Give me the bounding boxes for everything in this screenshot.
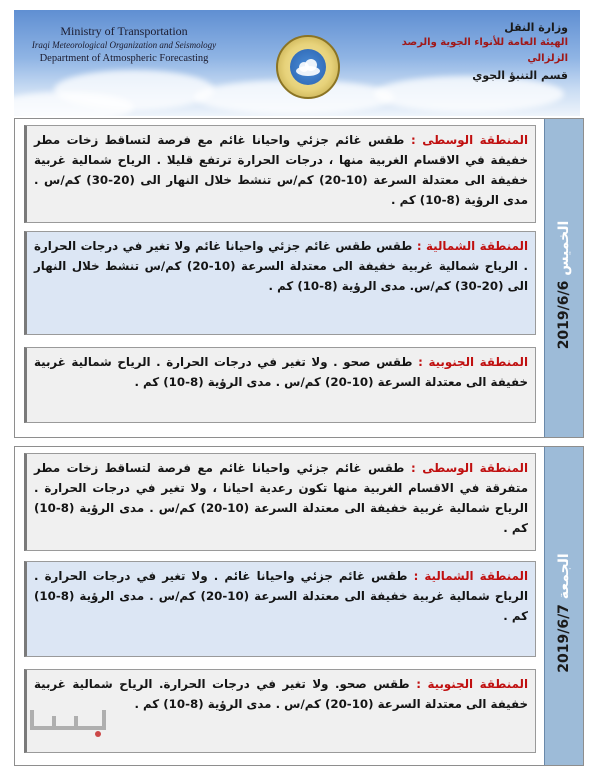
region-north xyxy=(24,561,536,657)
region-name: المنطقة الشمالية : xyxy=(416,239,528,253)
day-label-tab xyxy=(544,447,583,765)
day-label-tab xyxy=(544,119,583,437)
day-label xyxy=(556,207,572,350)
day-date: 2019/6/6 xyxy=(556,280,572,350)
arabic-heading xyxy=(378,20,568,85)
ministry-name-en: Ministry of Transportation xyxy=(60,24,188,38)
day-name: الجمعة xyxy=(556,553,572,600)
day-block-thursday xyxy=(14,118,584,438)
region-south xyxy=(24,347,536,423)
day-label xyxy=(556,539,572,673)
region-forecast: طقس صحو . ولا تغير في درجات الحرارة . الرياح شمالية غربية خفيفة الى معتدلة السرعة (10-20) كم/س . مدى الرؤية (8-10) كم . xyxy=(34,355,528,389)
department-name-en: Department of Atmospheric Forecasting xyxy=(39,53,209,64)
region-name: المنطقة الوسطى : xyxy=(410,133,528,147)
region-central xyxy=(24,453,536,551)
baghdad-news-watermark xyxy=(24,700,112,748)
region-name: المنطقة الجنوبية : xyxy=(418,355,528,369)
organization-name-ar: الهيئة العامة للأنواء الجوية والرصد الزلزالي xyxy=(401,37,568,64)
region-forecast: طقس طقس غائم جزئي واحيانا غائم ولا تغير في درجات الحرارة . الرياح شمالية غربية خفيفة الى معتدلة السرعة (10-20) كم/س تنشط خلال النهار الى (20-30) كم/س. مدى الرؤية (8-10) كم . xyxy=(34,239,528,293)
day-date: 2019/6/7 xyxy=(556,604,572,673)
day-name: الخميس xyxy=(556,220,572,276)
organization-name-en: Iraqi Meteorological Organization and Seismology xyxy=(31,40,217,50)
region-name: المنطقة الوسطى : xyxy=(410,461,528,475)
globe-icon xyxy=(290,49,326,85)
english-heading xyxy=(24,24,224,67)
region-forecast: طقس غائم جزئي واحيانا غائم مع فرصة لتساقط زخات مطر متفرقة في الاقسام الغربية منها تكون رعدية احيانا ، ولا تغير في درجات الحرارة . الرياح شمالية غربية خفيفة الى معتدلة السرعة (10-20) كم/س . مدى الرؤية (8-10) كم . xyxy=(34,461,528,535)
region-forecast: طقس غائم جزئي واحيانا غائم مع فرصة لتساقط زخات مطر خفيفة في الاقسام الغربية منها ، درجات الحرارة ترتفع قليلا . الرياح شمالية غربية خفيفة الى معتدلة السرعة (10-20) كم/س تنشط خلال النهار الى (20-30) كم/س . مدى الرؤية (8-10) كم . xyxy=(34,133,528,207)
ministry-name-ar: وزارة النقل xyxy=(504,21,568,34)
organization-logo xyxy=(276,35,340,99)
region-central xyxy=(24,125,536,223)
region-forecast: طقس صحو. ولا تغير في درجات الحرارة. الرياح شمالية غربية خفيفة الى معتدلة السرعة (10-20) كم/س . مدى الرؤية (8-10) كم . xyxy=(34,677,528,711)
region-forecast: طقس غائم جزئي واحيانا غائم . ولا تغير في درجات الحرارة . الرياح شمالية غربية خفيفة الى معتدلة السرعة (10-20) كم/س . مدى الرؤية (8-10) كم . xyxy=(34,569,528,623)
header-banner xyxy=(14,10,580,116)
region-north xyxy=(24,231,536,335)
department-name-ar: قسم التنبؤ الجوي xyxy=(472,69,568,82)
region-name: المنطقة الشمالية : xyxy=(413,569,528,583)
region-name: المنطقة الجنوبية : xyxy=(416,677,528,691)
